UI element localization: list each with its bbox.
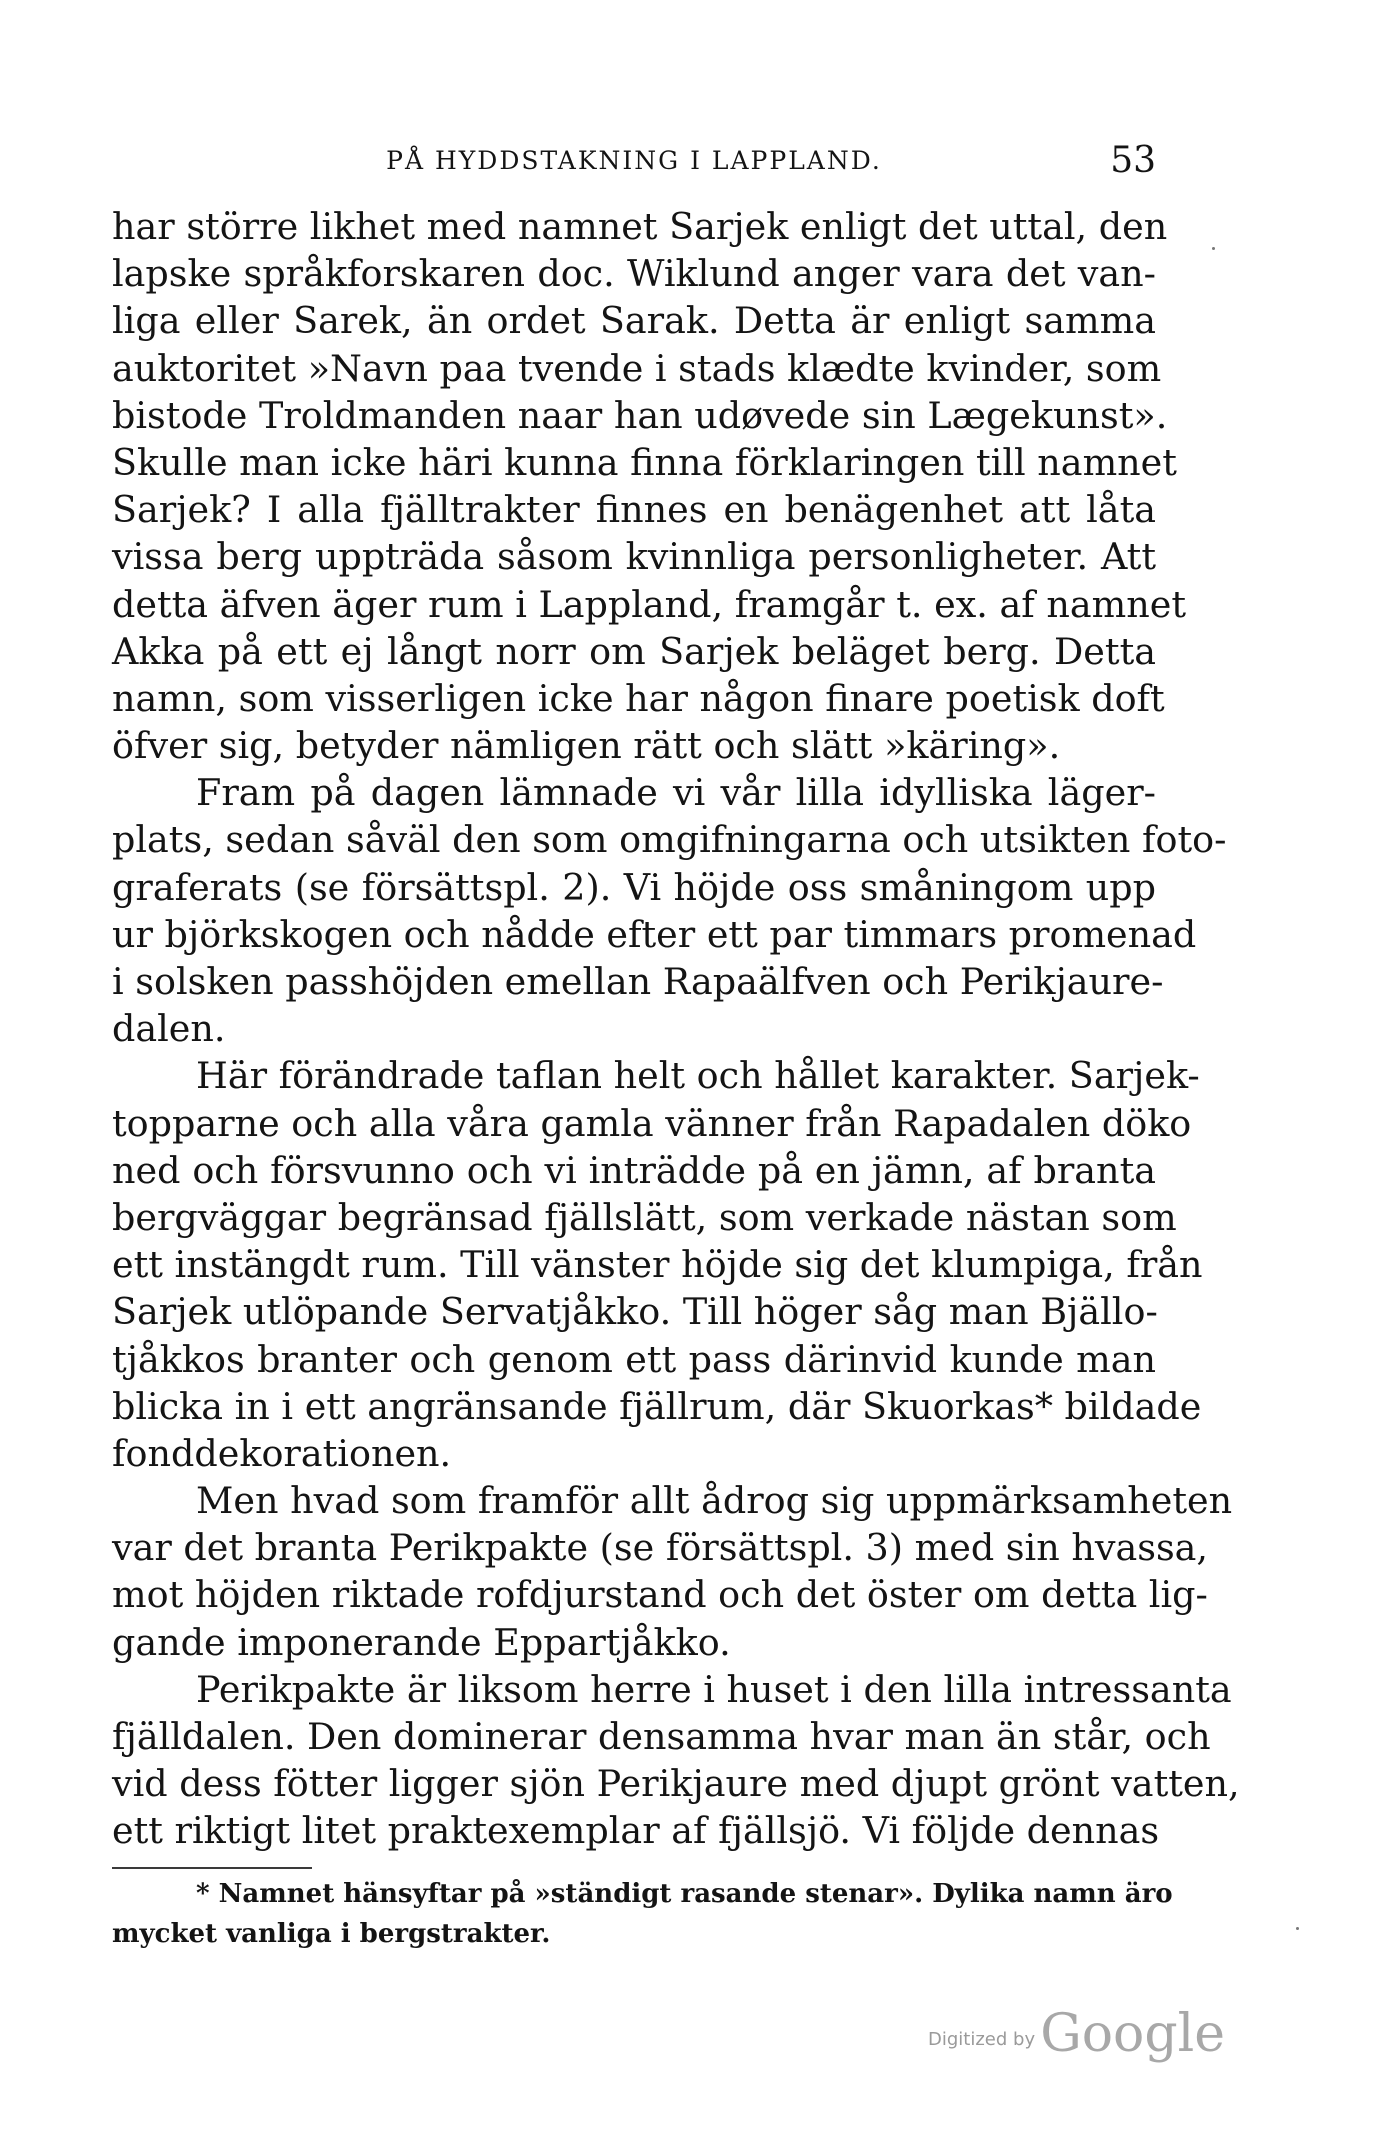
text-line: bergväggar begränsad fjällslätt, som verkade nästan som [112,1195,1177,1239]
text-line: Skulle man icke häri kunna finna förklaringen till namnet [112,440,1177,484]
text-line: topparne och alla våra gamla vänner från Rapadalen döko [112,1101,1192,1145]
text-line: auktoritet »Navn paa tvende i stads klædte kvinder, som [112,346,1162,390]
text-line: dalen. [112,1007,226,1051]
text-line: öfver sig, betyder nämligen rätt och slätt »käring». [112,724,1061,768]
text-line: tjåkkos branter och genom ett pass därinvid kunde man [112,1337,1156,1381]
text-line: fonddekorationen. [112,1431,452,1475]
text-line: liga eller Sarek, än ordet Sarak. Detta är enligt samma [112,299,1156,343]
text-line: Perikpakte är liksom herre i huset i den lilla intressanta [196,1667,1232,1711]
footnote [112,1874,1173,1954]
text-line: Akka på ett ej långt norr om Sarjek beläget berg. Detta [112,629,1156,673]
google-logo: Google [1040,2004,1226,2064]
text-line: blicka in i ett angränsande fjällrum, där Skuorkas* bildade [112,1384,1202,1428]
text-line: lapske språkforskaren doc. Wiklund anger vara det van- [112,252,1156,296]
page-number: 53 [1110,140,1156,181]
running-head [112,140,1156,180]
footnote-divider [112,1867,312,1869]
running-title: PÅ HYDDSTAKNING I LAPPLAND. [386,146,882,175]
text-line: Här förändrade taflan helt och hållet karakter. Sarjek- [196,1054,1200,1098]
text-line: graferats (se försättspl. 2). Vi höjde oss småningom upp [112,865,1156,909]
scan-speck [1212,247,1215,250]
text-line: namn, som visserligen icke har någon finare poetisk doft [112,676,1165,720]
text-line: Sarjek utlöpande Servatjåkko. Till höger såg man Bjällo- [112,1290,1158,1334]
scan-speck [1296,1927,1299,1930]
text-line: gande imponerande Eppartjåkko. [112,1620,731,1664]
footnote-line: mycket vanliga i bergstrakter. [112,1919,551,1949]
text-line: plats, sedan såväl den som omgifningarna och utsikten foto- [112,818,1227,862]
text-line: vid dess fötter ligger sjön Perikjaure med djupt grönt vatten, [112,1762,1240,1806]
text-line: bistode Troldmanden naar han udøvede sin Lægekunst». [112,393,1168,437]
text-line: Sarjek? I alla fjälltrakter finnes en benägenhet att låta [112,488,1156,532]
text-line: Men hvad som framför allt ådrog sig uppmärksamheten [196,1479,1233,1523]
text-line: vissa berg uppträda såsom kvinnliga personligheter. Att [112,535,1156,579]
digitization-watermark [928,2004,1225,2064]
watermark-label: Digitized by [928,2029,1036,2050]
text-line: mot höjden riktade rofdjurstand och det öster om detta lig- [112,1573,1208,1617]
text-line: Fram på dagen lämnade vi vår lilla idylliska läger- [196,771,1156,815]
text-line: var det branta Perikpakte (se försättspl. 3) med sin hvassa, [112,1526,1209,1570]
text-line: har större likhet med namnet Sarjek enligt det uttal, den [112,205,1168,248]
text-line: ned och försvunno och vi inträdde på en jämn, af branta [112,1148,1156,1192]
text-line: ur björkskogen och nådde efter ett par timmars promenad [112,912,1197,956]
text-line: detta äfven äger rum i Lappland, framgår t. ex. af namnet [112,582,1187,626]
text-line: fjälldalen. Den dominerar densamma hvar man än står, och [112,1715,1211,1758]
text-line: ett riktigt litet praktexemplar af fjällsjö. Vi följde dennas [112,1809,1160,1853]
text-line: ett instängdt rum. Till vänster höjde sig det klumpiga, från [112,1243,1203,1287]
footnote-line: * Namnet hänsyftar på »ständigt rasande stenar». Dylika namn äro [196,1879,1173,1909]
body-text [112,203,1240,1855]
text-line: i solsken passhöjden emellan Rapaälfven och Perikjaure- [112,960,1164,1003]
